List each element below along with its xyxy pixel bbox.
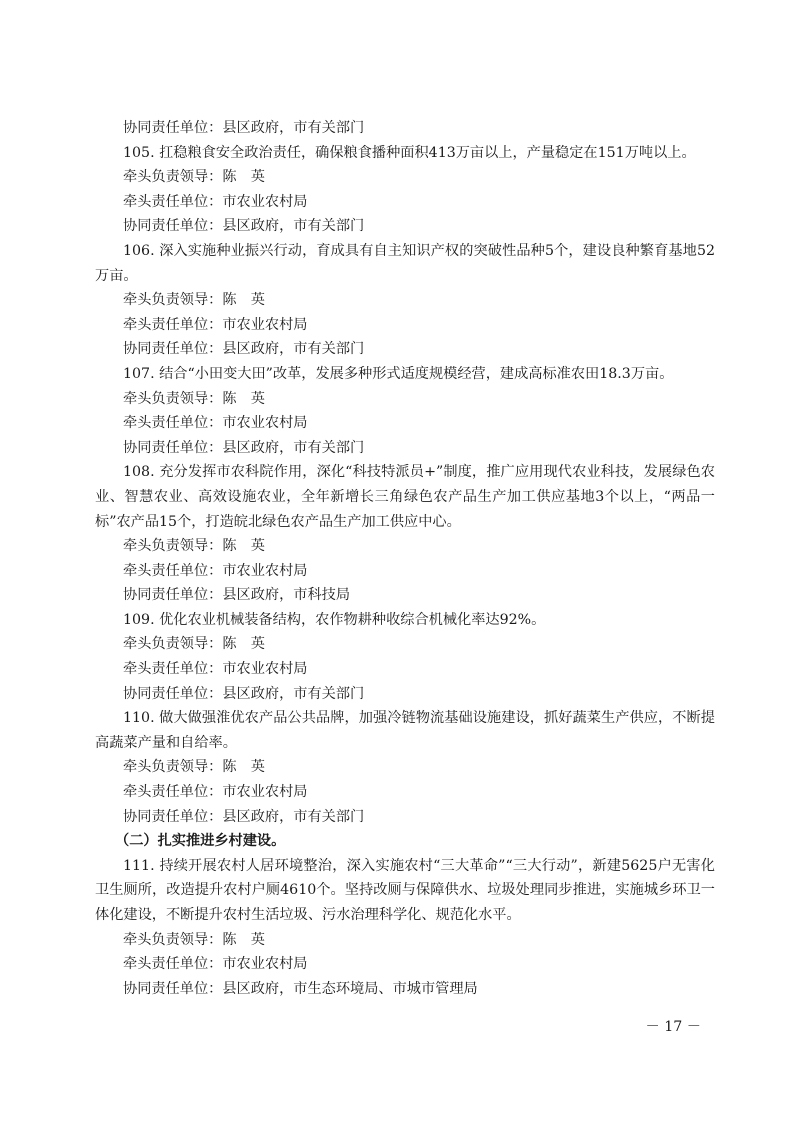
lead-leader-line: 牵头负责领导：陈 英 bbox=[123, 538, 265, 555]
lead-leader-line: 牵头负责领导：陈 英 bbox=[123, 759, 265, 776]
item-111: 111. 持续开展农村人居环境整治，深入实施农村“三大革命”“三大行动”，新建5625户无害化卫生厕所，改造提升农村户厕4610个。坚持改厕与保障供水、垃圾处理同步推进，实施城乡环卫一体化建设，不断提升农村生活垃圾、污水治理科学化、规范化水平。 bbox=[95, 857, 715, 923]
document-body bbox=[95, 116, 715, 1001]
lead-unit-line: 牵头责任单位：市农业农村局 bbox=[123, 956, 308, 973]
lead-leader-line: 牵头负责领导：陈 英 bbox=[123, 390, 265, 407]
assist-unit-line: 协同责任单位：县区政府，市科技局 bbox=[123, 587, 351, 604]
assist-unit-line: 协同责任单位：县区政府，市生态环境局、市城市管理局 bbox=[123, 980, 478, 997]
section-heading: （二）扎实推进乡村建设。 bbox=[115, 833, 286, 850]
assist-unit-line: 协同责任单位：县区政府，市有关部门 bbox=[123, 218, 365, 235]
lead-unit-line: 牵头责任单位：市农业农村局 bbox=[123, 562, 308, 579]
assist-unit-line: 协同责任单位：县区政府，市有关部门 bbox=[123, 120, 365, 136]
assist-unit-line: 协同责任单位：县区政府，市有关部门 bbox=[123, 685, 365, 702]
lead-leader-line: 牵头负责领导：陈 英 bbox=[123, 931, 265, 948]
lead-leader-line: 牵头负责领导：陈 英 bbox=[123, 292, 265, 309]
item-107: 107. 结合“小田变大田”改革，发展多种形式适度规模经营，建成高标准农田18.3万亩。 bbox=[123, 365, 674, 382]
page-number: － 17 － bbox=[645, 1019, 701, 1035]
item-105: 105. 扛稳粮食安全政治责任，确保粮食播种面积413万亩以上，产量稳定在151万吨以上。 bbox=[123, 144, 696, 161]
assist-unit-line: 协同责任单位：县区政府，市有关部门 bbox=[123, 439, 365, 456]
assist-unit-line: 协同责任单位：县区政府，市有关部门 bbox=[123, 341, 365, 358]
item-109: 109. 优化农业机械装备结构，农作物耕种收综合机械化率达92%。 bbox=[123, 611, 546, 628]
assist-unit-line: 协同责任单位：县区政府，市有关部门 bbox=[123, 808, 365, 825]
item-110: 110. 做大做强淮优农产品公共品牌，加强冷链物流基础设施建设，抓好蔬菜生产供应，不断提高蔬菜产量和自给率。 bbox=[95, 710, 715, 751]
lead-unit-line: 牵头责任单位：市农业农村局 bbox=[123, 661, 308, 678]
lead-unit-line: 牵头责任单位：市农业农村局 bbox=[123, 784, 308, 801]
item-108: 108. 充分发挥市农科院作用，深化“科技特派员+”制度，推广应用现代农业科技，发展绿色农业、智慧农业、高效设施农业，全年新增长三角绿色农产品生产加工供应基地3个以上，“两品一标”农产品15个，打造皖北绿色农产品生产加工供应中心。 bbox=[95, 464, 715, 530]
lead-leader-line: 牵头负责领导：陈 英 bbox=[123, 636, 265, 653]
lead-leader-line: 牵头负责领导：陈 英 bbox=[123, 169, 265, 186]
item-106: 106. 深入实施种业振兴行动，育成具有自主知识产权的突破性品种5个，建设良种繁育基地52万亩。 bbox=[95, 242, 715, 284]
lead-unit-line: 牵头责任单位：市农业农村局 bbox=[123, 193, 308, 210]
lead-unit-line: 牵头责任单位：市农业农村局 bbox=[123, 415, 308, 432]
lead-unit-line: 牵头责任单位：市农业农村局 bbox=[123, 316, 308, 333]
